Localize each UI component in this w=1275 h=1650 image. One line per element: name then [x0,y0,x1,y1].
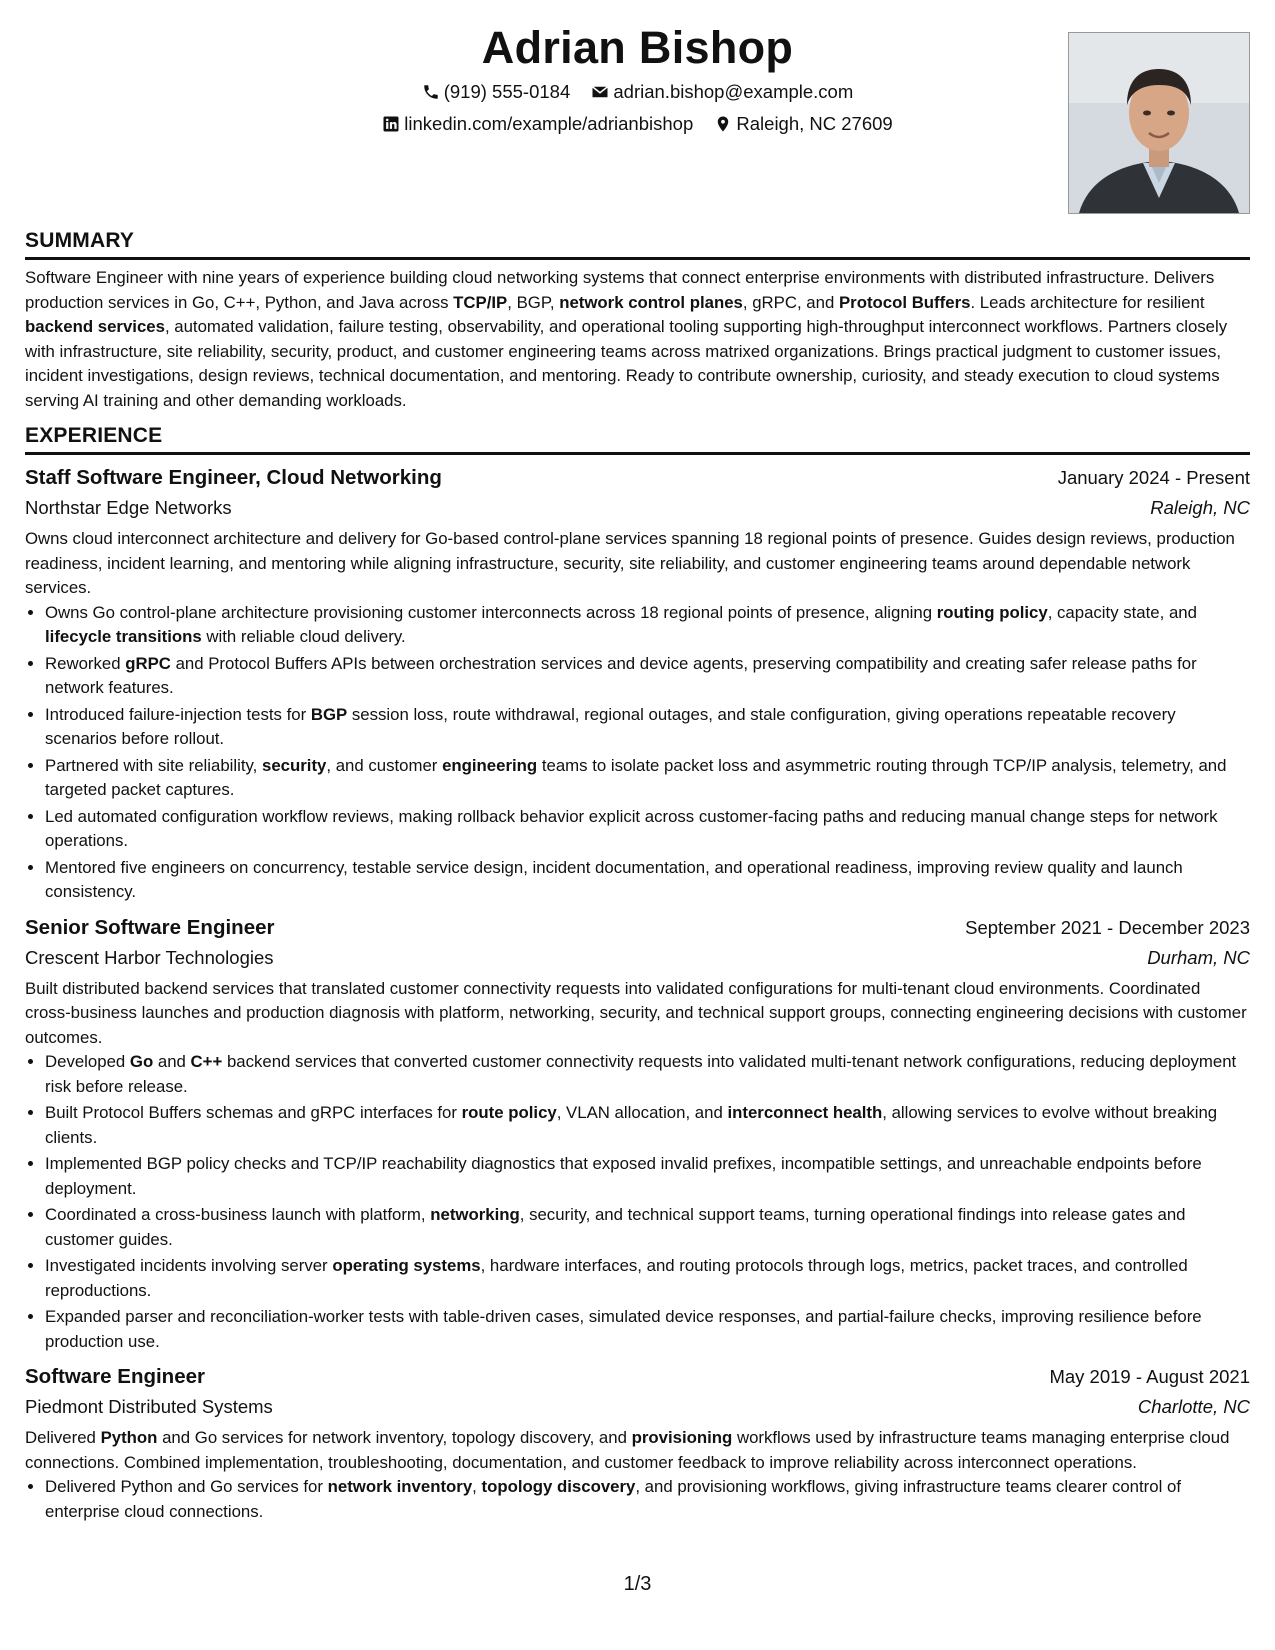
company-name: Northstar Edge Networks [25,497,232,518]
location-text: Raleigh, NC 27609 [736,113,893,134]
text-segment: teams to isolate packet loss and asymmetric routing through TCP/IP analysis, telemetry, and targeted packet captures. [45,755,1227,799]
job-title: Software Engineer [25,1365,205,1388]
bold-keyword: C++ [190,1052,223,1071]
email-contact[interactable] [591,80,853,104]
job-title-row [25,1362,1250,1392]
bullet-item [45,1305,1250,1354]
linkedin-text[interactable]: linkedin.com/example/adrianbishop [404,113,694,134]
experience-list [25,463,1250,1524]
job-location: Charlotte, NC [1137,1396,1250,1417]
text-segment: Built distributed backend services that translated customer connectivity requests into validated configurations for multi-tenant cloud environments. Coordinated cross-business launches and production diagnosis with platform, networking, security, and technical support groups, connecting engineering decisions with customer outcomes. [25,978,1247,1047]
bullet-item [45,601,1250,650]
bold-keyword: network control planes [559,292,743,312]
bold-keyword: Go [129,1052,154,1071]
text-segment: and Protocol Buffers APIs between orchestration services and device agents, preserving compatibility and creating safer release paths for network features. [45,653,1197,697]
bullet-item [45,703,1250,752]
job-summary [25,527,1250,601]
bold-keyword: network inventory [327,1477,473,1496]
phone-text: (919) 555-0184 [443,81,571,102]
company-name: Crescent Harbor Technologies [25,946,274,968]
bold-keyword: operating systems [332,1256,481,1275]
text-segment: Led automated configuration workflow reviews, making rollback behavior explicit across customer-facing paths and reducing manual change steps for network operations. [45,806,1218,850]
job-title: Senior Software Engineer [25,915,275,939]
bold-keyword: lifecycle transitions [45,627,202,646]
text-segment: , security, and technical support teams, turning operational findings into release gates and customer guides. [45,1205,1186,1249]
bullet-item [45,1254,1250,1303]
bold-keyword: networking [430,1205,520,1224]
job-summary [25,1426,1250,1475]
bold-keyword: routing policy [936,602,1048,622]
bullet-item [45,1475,1250,1524]
text-segment: backend services that converted customer connectivity requests into validated multi-tenant network configurations, reducing deployment risk before release. [45,1052,1237,1096]
text-segment: Owns Go control-plane architecture provisioning customer interconnects across 18 regional points of presence, aligning [45,602,937,622]
text-segment: Built Protocol Buffers schemas and gRPC interfaces for [45,1103,462,1122]
map-pin-icon [714,115,732,133]
resume-page [25,0,1250,1650]
text-segment: , VLAN allocation, and [556,1103,728,1122]
envelope-icon [591,83,609,101]
text-segment: workflows used by infrastructure teams managing enterprise cloud connections. Combined implementation, troubleshooting, documentation, and customer feedback to improve reliability across interconnect operations. [25,1428,1230,1472]
phone-icon [422,83,440,101]
bold-keyword: topology discovery [481,1477,636,1496]
bold-keyword: engineering [442,755,538,775]
text-segment: session loss, route withdrawal, regional outages, and stale configuration, giving operations repeatable recovery scenarios before rollout. [45,704,1176,748]
text-segment: Delivered [25,1428,101,1447]
text-segment: , [472,1477,482,1496]
job-dates: May 2019 - August 2021 [1049,1366,1250,1387]
job-dates: January 2024 - Present [1057,467,1250,488]
text-segment: Developed [45,1052,130,1071]
bullet-item [45,805,1250,854]
text-segment: Expanded parser and reconciliation-worker tests with table-driven cases, simulated device responses, and partial-failure checks, improving resilience before production use. [45,1307,1202,1351]
job-bullets [25,1475,1250,1524]
job-title-row [25,913,1250,943]
text-segment: Reworked [45,653,126,673]
bullet-item [45,652,1250,701]
text-segment: Software Engineer with nine years of experience building cloud networking systems that connect enterprise environments with distributed infrastructure. Delivers production services in Go, C++, Python, and Java across [25,268,1215,312]
bullet-item [45,1152,1250,1201]
bold-keyword: TCP/IP [453,292,508,312]
job-title: Staff Software Engineer, Cloud Networking [25,466,442,489]
text-segment: , gRPC, and [742,292,839,312]
summary-heading: SUMMARY [25,228,1250,260]
text-segment: Introduced failure-injection tests for [45,704,311,724]
bold-keyword: route policy [461,1103,557,1122]
job-entry [25,463,1250,905]
candidate-name: Adrian Bishop [481,22,794,73]
job-entry [25,913,1250,1355]
job-bullets [25,1050,1250,1354]
summary-text [25,266,1250,413]
bold-keyword: provisioning [631,1428,733,1447]
location-contact [714,112,892,136]
job-company-row [25,493,1250,523]
experience-heading: EXPERIENCE [25,423,1250,455]
linkedin-icon [382,115,400,133]
bold-keyword: BGP [310,704,348,724]
job-company-row [25,1392,1250,1422]
text-segment: Investigated incidents involving server [45,1256,333,1275]
text-segment: Owns cloud interconnect architecture and delivery for Go-based control-plane services spanning 18 regional points of presence. Guides design reviews, production readiness, incident learning, and mentoring while aligning infrastructure, security, site reliability, and customer engineering teams around dependable network services. [25,529,1235,597]
contact-line-1 [25,80,1250,107]
text-segment: , allowing services to evolve without breaking clients. [45,1103,1218,1147]
bullet-item [45,856,1250,905]
text-segment: Implemented BGP policy checks and TCP/IP reachability diagnostics that exposed invalid prefixes, incompatible settings, and unreachable endpoints before deployment. [45,1154,1202,1198]
text-segment: , capacity state, and [1047,602,1197,622]
text-segment: , hardware interfaces, and routing protocols through logs, metrics, packet traces, and controlled reproductions. [45,1256,1188,1300]
text-segment: Delivered Python and Go services for [45,1477,328,1496]
text-segment: , and provisioning workflows, giving infrastructure teams clearer control of enterprise cloud connections. [45,1477,1181,1521]
text-segment: , automated validation, failure testing, observability, and operational tooling supporting high-throughput interconnect workflows. Partners closely with infrastructure, site reliability, security, product, and customer engineering teams across matrixed organizations. Brings practical judgment to customer issues, incident investigations, design reviews, technical documentation, and mentoring. Ready to contribute ownership, curiosity, and steady execution to cloud systems serving AI training and other demanding workloads. [25,317,1228,410]
email-text[interactable]: adrian.bishop@example.com [613,81,854,102]
resume-header [25,0,1250,222]
job-location: Durham, NC [1147,946,1250,968]
job-summary [25,977,1250,1051]
bold-keyword: backend services [25,317,165,336]
job-bullets [25,601,1250,905]
text-segment: , BGP, [507,292,560,312]
text-segment: Mentored five engineers on concurrency, testable service design, incident documentation, and operational readiness, improving review quality and launch consistency. [45,857,1183,901]
bold-keyword: interconnect health [727,1103,883,1122]
bold-keyword: security [262,755,327,775]
bullet-item [45,1101,1250,1150]
profile-photo [1068,32,1250,214]
bullet-item [45,1203,1250,1252]
bold-keyword: gRPC [125,653,171,673]
company-name: Piedmont Distributed Systems [25,1396,273,1417]
phone-contact [422,80,571,104]
text-segment: , and customer [326,755,443,775]
job-company-row [25,943,1250,973]
text-segment: Partnered with site reliability, [45,755,263,775]
page-number: 1/3 [623,1573,652,1595]
job-location: Raleigh, NC [1150,497,1250,518]
text-segment: with reliable cloud delivery. [201,627,406,646]
text-segment: . Leads architecture for resilient [970,292,1205,312]
text-segment: and [153,1052,191,1071]
contact-line-2 [25,112,1250,139]
bullet-item [45,1050,1250,1099]
bullet-item [45,754,1250,803]
text-segment: Coordinated a cross-business launch with platform, [45,1205,431,1224]
job-entry [25,1362,1250,1524]
job-title-row [25,463,1250,493]
linkedin-contact[interactable] [382,112,693,136]
bold-keyword: Python [100,1428,158,1447]
text-segment: and Go services for network inventory, topology discovery, and [157,1428,632,1447]
bold-keyword: Protocol Buffers [838,292,971,312]
job-dates: September 2021 - December 2023 [965,916,1250,938]
